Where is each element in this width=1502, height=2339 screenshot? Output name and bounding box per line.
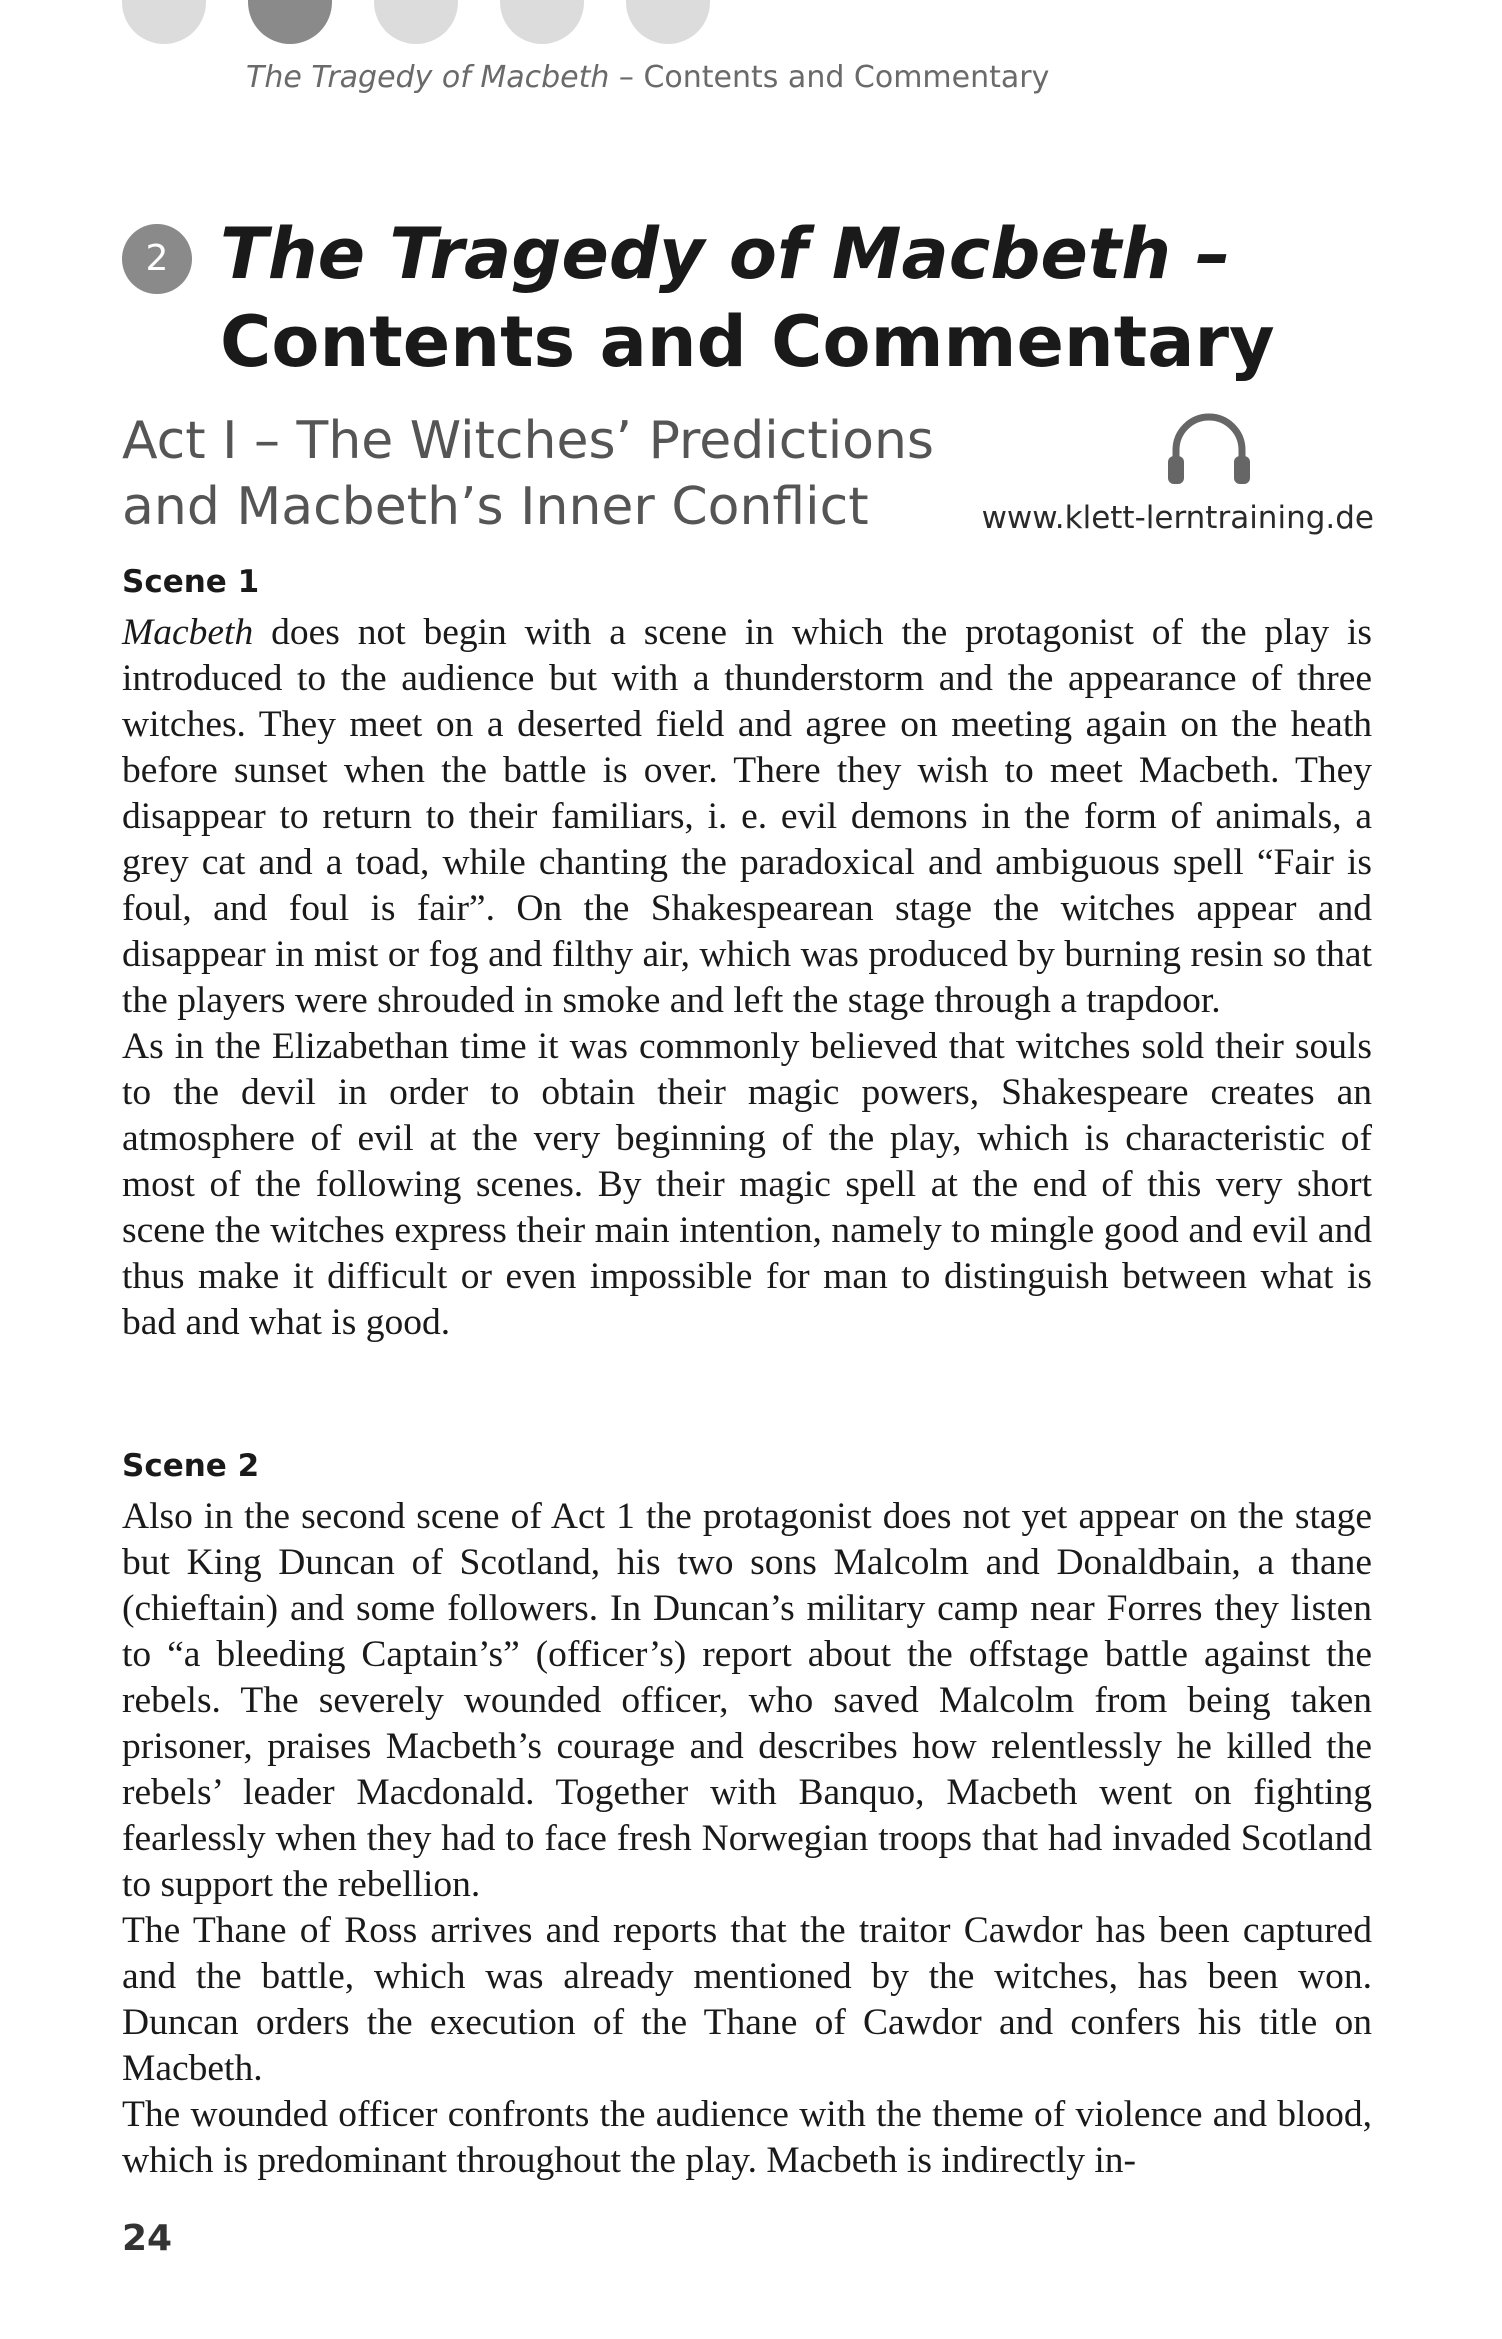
play-title-italic: Macbeth <box>122 612 254 653</box>
running-header-subtitle: Contents and Commentary <box>643 60 1050 95</box>
nav-dot-2-current <box>248 0 332 44</box>
chapter-nav-dots <box>122 0 710 44</box>
scene-1-heading: Scene 1 <box>122 564 260 600</box>
scene-2-paragraph-1: Also in the second scene of Act 1 the protagonist does not yet appear on the stage but King Duncan of Scotland, his two sons Malcolm and Donaldbain, a thane (chieftain) and some followers. In Duncan’s military camp near Forres they listen to “a bleeding Captain’s” (officer’s) report about the offstage battle against the rebels. The severely wounded officer, who saved Malcolm from being taken prisoner, praises Macbeth’s courage and describes how relentlessly he killed the rebels’ leader Macdonald. Together with Banquo, Macbeth went on fighting fearlessly when they had to face fresh Norwegian troops that had invaded Scotland to support the rebellion. <box>122 1496 1372 1905</box>
nav-dot-4 <box>500 0 584 44</box>
scene-2-paragraph-3: The wounded officer confronts the audience with the theme of violence and blood, which is predominant throughout the play. Macbeth is indirectly in- <box>122 2094 1372 2181</box>
running-header-title: The Tragedy of Macbeth <box>246 60 610 95</box>
scene-1-text <box>122 610 1372 1346</box>
audio-web-link[interactable]: www.klett-lerntraining.de <box>981 500 1374 536</box>
scene-1-paragraph-2: As in the Elizabethan time it was commonly believed that witches sold their souls to the devil in order to obtain their magic powers, Shakespeare creates an atmosphere of evil at the very beginning of the play, which is characteristic of most of the following scenes. By their magic spell at the end of this very short scene the witches express their main intention, namely to mingle good and evil and thus make it difficult or even impossible for man to distinguish between what is bad and what is good. <box>122 1026 1372 1343</box>
act-title-line2: and Macbeth’s Inner Conflict <box>122 477 869 537</box>
nav-dot-1 <box>122 0 206 44</box>
scene-2-text <box>122 1494 1372 2184</box>
scene-1-paragraph-1 <box>122 610 1372 1024</box>
nav-dot-5 <box>626 0 710 44</box>
headphones-icon <box>1166 410 1252 486</box>
page-number: 24 <box>122 2218 173 2259</box>
act-title <box>122 408 942 540</box>
chapter-title-line1: The Tragedy of Macbeth – <box>220 213 1231 295</box>
chapter-title <box>220 210 1275 386</box>
running-header <box>246 60 1049 95</box>
scene-1-paragraph-1-text: does not begin with a scene in which the protagonist of the play is introduced to the audience but with a thunderstorm and the appearance of three witches. They meet on a deserted field and agree on meeting again on the heath before sunset when the battle is over. There they wish to meet Macbeth. They disappear to return to their familiars, i. e. evil demons in the form of animals, a grey cat and a toad, while chanting the paradoxical and ambiguous spell “Fair is foul, and foul is fair”. On the Shakespearean stage the witches appear and disappear in mist or fog and filthy air, which was produced by burning resin so that the players were shrouded in smoke and left the stage through a trapdoor. <box>122 612 1372 1021</box>
chapter-title-line2: Contents and Commentary <box>220 301 1275 383</box>
chapter-number-badge: 2 <box>122 224 192 294</box>
running-header-separator: – <box>609 60 644 95</box>
scene-2-paragraph-2: The Thane of Ross arrives and reports that the traitor Cawdor has been captured and the battle, which was already mentioned by the witches, has been won. Duncan orders the execution of the Thane of Cawdor and confers his title on Macbeth. <box>122 1910 1372 2089</box>
act-title-line1: Act I – The Witches’ Predictions <box>122 411 935 471</box>
scene-2-heading: Scene 2 <box>122 1448 260 1484</box>
nav-dot-3 <box>374 0 458 44</box>
